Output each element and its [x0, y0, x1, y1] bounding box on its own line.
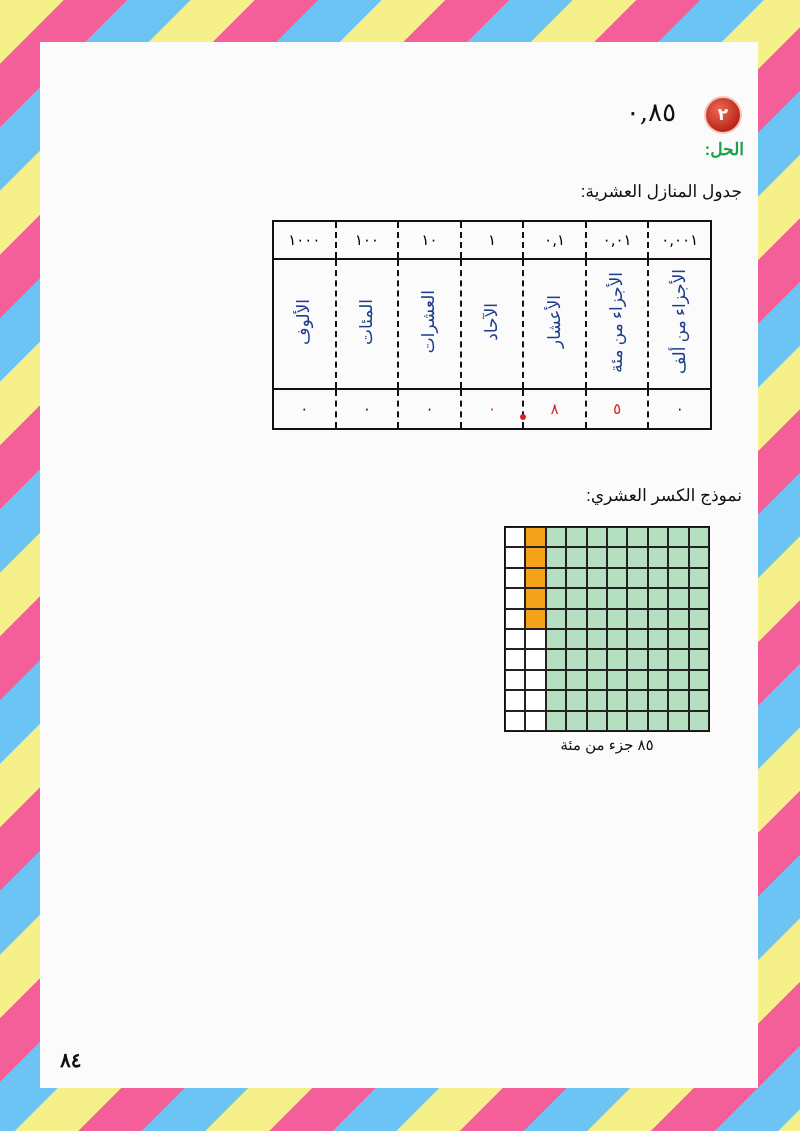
grid-cell	[689, 711, 709, 731]
place-name-label: العشرات	[419, 290, 439, 354]
grid-cell	[627, 527, 647, 547]
grid-cell	[689, 588, 709, 608]
grid-cell	[525, 547, 545, 567]
grid-cell	[525, 649, 545, 669]
grid-cell	[648, 588, 668, 608]
grid-cell	[607, 527, 627, 547]
grid-cell	[587, 649, 607, 669]
grid-cell	[587, 670, 607, 690]
grid-cell	[587, 629, 607, 649]
solution-label: الحل:	[704, 140, 744, 159]
hundred-grid-model	[504, 526, 710, 732]
place-value-cell: ١٠٠٠	[273, 221, 336, 259]
grid-cell	[546, 609, 566, 629]
grid-cell	[505, 690, 525, 710]
grid-cell	[546, 690, 566, 710]
place-value-table	[272, 220, 712, 430]
place-name-cell	[336, 259, 399, 389]
grid-cell	[587, 527, 607, 547]
grid-cell	[627, 588, 647, 608]
grid-cell	[546, 588, 566, 608]
grid-cell	[648, 649, 668, 669]
grid-cell	[587, 711, 607, 731]
grid-cell	[587, 690, 607, 710]
grid-cell	[607, 588, 627, 608]
question-decimal-number: ٠,٨٥	[625, 98, 677, 128]
grid-cell	[648, 547, 668, 567]
grid-cell	[525, 568, 545, 588]
place-name-label: الألوف	[294, 298, 314, 345]
place-digit-cell	[398, 389, 461, 429]
grid-cell	[668, 690, 688, 710]
worksheet-page	[40, 42, 758, 1088]
grid-cell	[505, 629, 525, 649]
grid-cell	[627, 711, 647, 731]
place-digit: ٠	[300, 400, 309, 418]
place-digit-cell	[273, 389, 336, 429]
place-digit: ٨	[550, 400, 559, 418]
grid-cell	[668, 629, 688, 649]
place-value-cell: ٠,٠١	[586, 221, 649, 259]
grid-cell	[505, 568, 525, 588]
grid-cell	[627, 670, 647, 690]
grid-cell	[525, 711, 545, 731]
grid-cell	[566, 568, 586, 588]
grid-cell	[668, 649, 688, 669]
grid-cell	[546, 527, 566, 547]
grid-cell	[546, 711, 566, 731]
place-digit: ٥	[613, 400, 622, 418]
place-digit: ٠	[425, 400, 434, 418]
decimal-point-mark	[520, 414, 526, 420]
grid-cell	[627, 609, 647, 629]
place-digit-cell	[461, 389, 524, 429]
grid-cell	[566, 711, 586, 731]
grid-cell	[668, 568, 688, 588]
grid-cell	[546, 649, 566, 669]
grid-cell	[607, 609, 627, 629]
place-digit: ٠	[488, 400, 497, 418]
place-name-cell	[461, 259, 524, 389]
place-name-cell	[523, 259, 586, 389]
grid-cell	[566, 609, 586, 629]
grid-cell	[525, 629, 545, 649]
place-digit: ٠	[362, 400, 371, 418]
grid-cell	[607, 547, 627, 567]
grid-cell	[648, 568, 668, 588]
grid-cell	[587, 547, 607, 567]
grid-cell	[668, 547, 688, 567]
grid-cell	[627, 547, 647, 567]
place-name-cell	[398, 259, 461, 389]
place-table-heading: جدول المنازل العشرية:	[580, 182, 742, 201]
grid-cell	[648, 711, 668, 731]
place-digits-row	[273, 389, 711, 429]
grid-cell	[607, 670, 627, 690]
place-name-cell	[586, 259, 649, 389]
grid-cell	[505, 588, 525, 608]
grid-cell	[648, 609, 668, 629]
place-name-label: الآحاد	[482, 303, 502, 341]
grid-cell	[648, 629, 668, 649]
grid-cell	[546, 670, 566, 690]
grid-cell	[505, 670, 525, 690]
place-digit-cell	[336, 389, 399, 429]
place-name-label: الأعشار	[544, 295, 564, 349]
grid-cell	[505, 649, 525, 669]
grid-cell	[689, 629, 709, 649]
grid-cell	[505, 547, 525, 567]
place-digit-cell	[586, 389, 649, 429]
grid-cell	[566, 547, 586, 567]
grid-cell	[566, 527, 586, 547]
grid-cell	[566, 690, 586, 710]
grid-cell	[627, 568, 647, 588]
grid-cell	[525, 609, 545, 629]
grid-cell	[546, 629, 566, 649]
grid-cell	[627, 649, 647, 669]
grid-cell	[689, 609, 709, 629]
grid-cell	[525, 527, 545, 547]
grid-cell	[689, 547, 709, 567]
place-digit-cell	[523, 389, 586, 429]
place-value-cell: ١	[461, 221, 524, 259]
grid-cell	[648, 670, 668, 690]
question-number-badge: ٢	[704, 96, 742, 134]
grid-cell	[689, 690, 709, 710]
grid-cell	[505, 527, 525, 547]
place-name-cell	[273, 259, 336, 389]
grid-cell	[627, 690, 647, 710]
grid-cell	[689, 527, 709, 547]
grid-cell	[566, 588, 586, 608]
grid-cell	[689, 568, 709, 588]
grid-cell	[668, 670, 688, 690]
grid-cell	[525, 588, 545, 608]
grid-cell	[627, 629, 647, 649]
grid-cell	[525, 670, 545, 690]
grid-cell	[689, 670, 709, 690]
grid-cell	[587, 609, 607, 629]
grid-cell	[546, 547, 566, 567]
grid-cell	[648, 690, 668, 710]
grid-cell	[689, 649, 709, 669]
grid-cell	[587, 568, 607, 588]
grid-cell	[607, 629, 627, 649]
grid-cell	[505, 711, 525, 731]
place-value-cell: ١٠٠	[336, 221, 399, 259]
grid-cell	[607, 690, 627, 710]
grid-cell	[668, 527, 688, 547]
place-value-cell: ١٠	[398, 221, 461, 259]
place-digit: ٠	[675, 400, 684, 418]
place-name-cell	[648, 259, 711, 389]
grid-cell	[648, 527, 668, 547]
grid-cell	[668, 609, 688, 629]
page-number: ٨٤	[60, 1048, 82, 1072]
place-name-label: الأجزاء من ألف	[669, 269, 689, 375]
grid-cell	[607, 711, 627, 731]
place-names-row	[273, 259, 711, 389]
place-values-row	[273, 221, 711, 259]
grid-cell	[566, 670, 586, 690]
decimal-model-heading: نموذج الكسر العشري:	[586, 486, 742, 505]
grid-cell	[607, 568, 627, 588]
place-value-cell: ٠,١	[523, 221, 586, 259]
grid-cell	[668, 588, 688, 608]
grid-cell	[566, 649, 586, 669]
grid-cell	[525, 690, 545, 710]
decimal-model-caption: ٨٥ جزء من مئة	[560, 737, 654, 754]
grid-cell	[566, 629, 586, 649]
place-digit-cell	[648, 389, 711, 429]
grid-cell	[668, 711, 688, 731]
place-value-cell: ٠,٠٠١	[648, 221, 711, 259]
grid-cell	[546, 568, 566, 588]
grid-cell	[505, 609, 525, 629]
grid-cell	[587, 588, 607, 608]
grid-cell	[607, 649, 627, 669]
place-name-label: المئات	[356, 298, 376, 346]
place-name-label: الأجزاء من مئة	[607, 271, 627, 373]
